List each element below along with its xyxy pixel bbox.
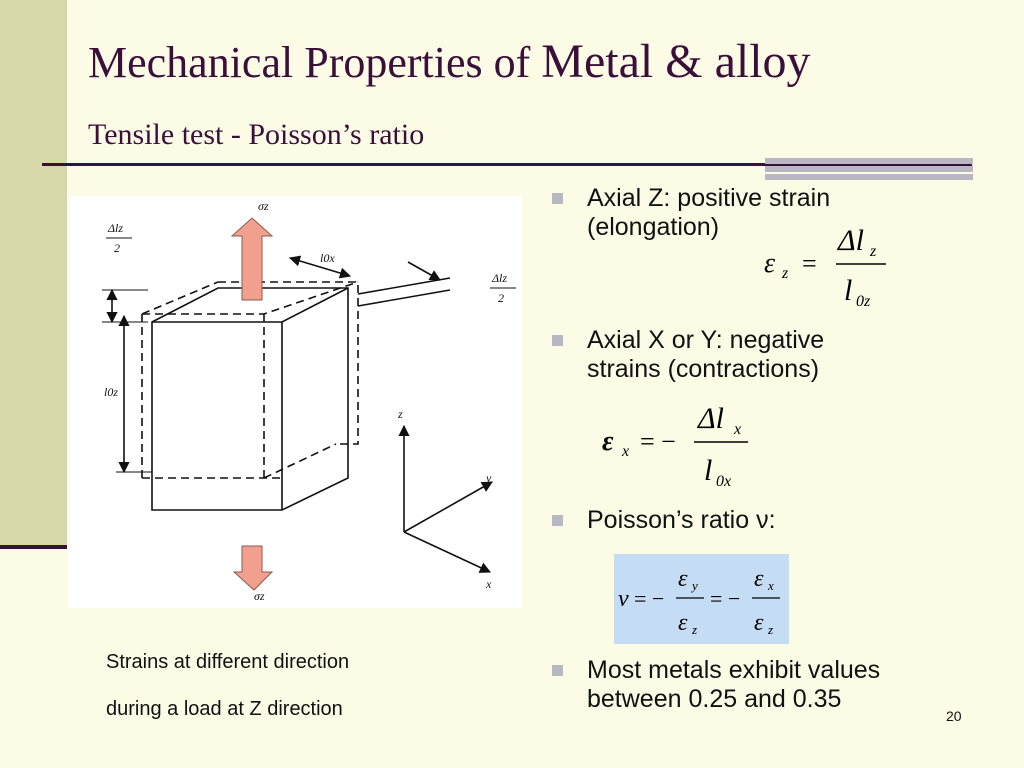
slide-title bbox=[88, 35, 811, 88]
bullet-marker bbox=[552, 665, 563, 676]
bullet-poisson: Poisson’s ratio ν: bbox=[552, 506, 776, 535]
bullet-metals: Most metals exhibit values between 0.25 and 0.35 bbox=[552, 656, 880, 714]
svg-text:ε: ε bbox=[754, 566, 764, 592]
figure-caption-line2: during a load at Z direction bbox=[106, 698, 343, 720]
svg-text:ν: ν bbox=[618, 586, 629, 612]
svg-text:ε: ε bbox=[754, 610, 764, 636]
svg-text:y: y bbox=[692, 578, 698, 593]
svg-text:x: x bbox=[622, 443, 630, 460]
svg-text:ε: ε bbox=[764, 248, 776, 279]
svg-text:= −: = − bbox=[710, 586, 741, 611]
svg-text:ε: ε bbox=[678, 566, 688, 592]
dlz-right-den: 2 bbox=[498, 291, 504, 305]
sigma-bottom-label: σz bbox=[254, 589, 265, 603]
svg-text:Δl: Δl bbox=[838, 224, 864, 257]
l0z-label: l0z bbox=[104, 385, 119, 399]
svg-text:x: x bbox=[768, 578, 774, 593]
bullet-marker bbox=[552, 515, 563, 526]
sidebar-band bbox=[0, 0, 67, 548]
axis-z-label: z bbox=[398, 407, 403, 421]
sidebar-divider bbox=[0, 545, 67, 549]
svg-text:= −: = − bbox=[634, 586, 665, 611]
title-rule-accent bbox=[765, 156, 973, 182]
bullet-axial-z: Axial Z: positive strain (elongation) bbox=[552, 184, 830, 242]
svg-text:l: l bbox=[844, 274, 853, 307]
bullet-axial-xy: Axial X or Y: negative strains (contractions) bbox=[552, 326, 824, 384]
svg-text:0x: 0x bbox=[716, 473, 732, 490]
sigma-top-label: σz bbox=[258, 199, 269, 213]
svg-text:x: x bbox=[734, 421, 742, 438]
dlz-top-den: 2 bbox=[114, 241, 120, 255]
svg-text:=: = bbox=[802, 249, 817, 278]
title-part1: Mechanical Properties of bbox=[88, 38, 542, 87]
formula-strain-z bbox=[760, 218, 890, 310]
axis-x-label: x bbox=[486, 577, 492, 591]
svg-text:= −: = − bbox=[640, 427, 676, 456]
svg-text:0z: 0z bbox=[856, 293, 871, 310]
axis-y-label: y bbox=[486, 471, 492, 485]
slide-subtitle: Tensile test - Poisson’s ratio bbox=[88, 118, 425, 151]
formula-strain-x bbox=[598, 396, 758, 494]
bullet-marker bbox=[552, 335, 563, 346]
dlz-top-num: Δlz bbox=[108, 221, 124, 235]
svg-text:ε: ε bbox=[602, 426, 614, 457]
page-number: 20 bbox=[946, 708, 962, 724]
svg-text:ε: ε bbox=[678, 610, 688, 636]
figure-caption-line1: Strains at different direction bbox=[106, 651, 350, 673]
svg-text:z: z bbox=[782, 265, 789, 282]
formula-poisson-ratio bbox=[614, 554, 789, 644]
l0x-label: l0x bbox=[320, 251, 335, 265]
svg-text:z: z bbox=[870, 243, 877, 260]
dlz-right-num: Δlz bbox=[492, 271, 508, 285]
svg-text:Δl: Δl bbox=[698, 402, 724, 435]
svg-text:z: z bbox=[692, 622, 698, 637]
specimen-diagram bbox=[68, 196, 522, 608]
title-part2: Metal & alloy bbox=[541, 35, 811, 88]
svg-text:z: z bbox=[768, 622, 774, 637]
tensile-specimen-figure bbox=[68, 196, 522, 608]
svg-text:l: l bbox=[704, 454, 713, 487]
bullet-marker bbox=[552, 193, 563, 204]
